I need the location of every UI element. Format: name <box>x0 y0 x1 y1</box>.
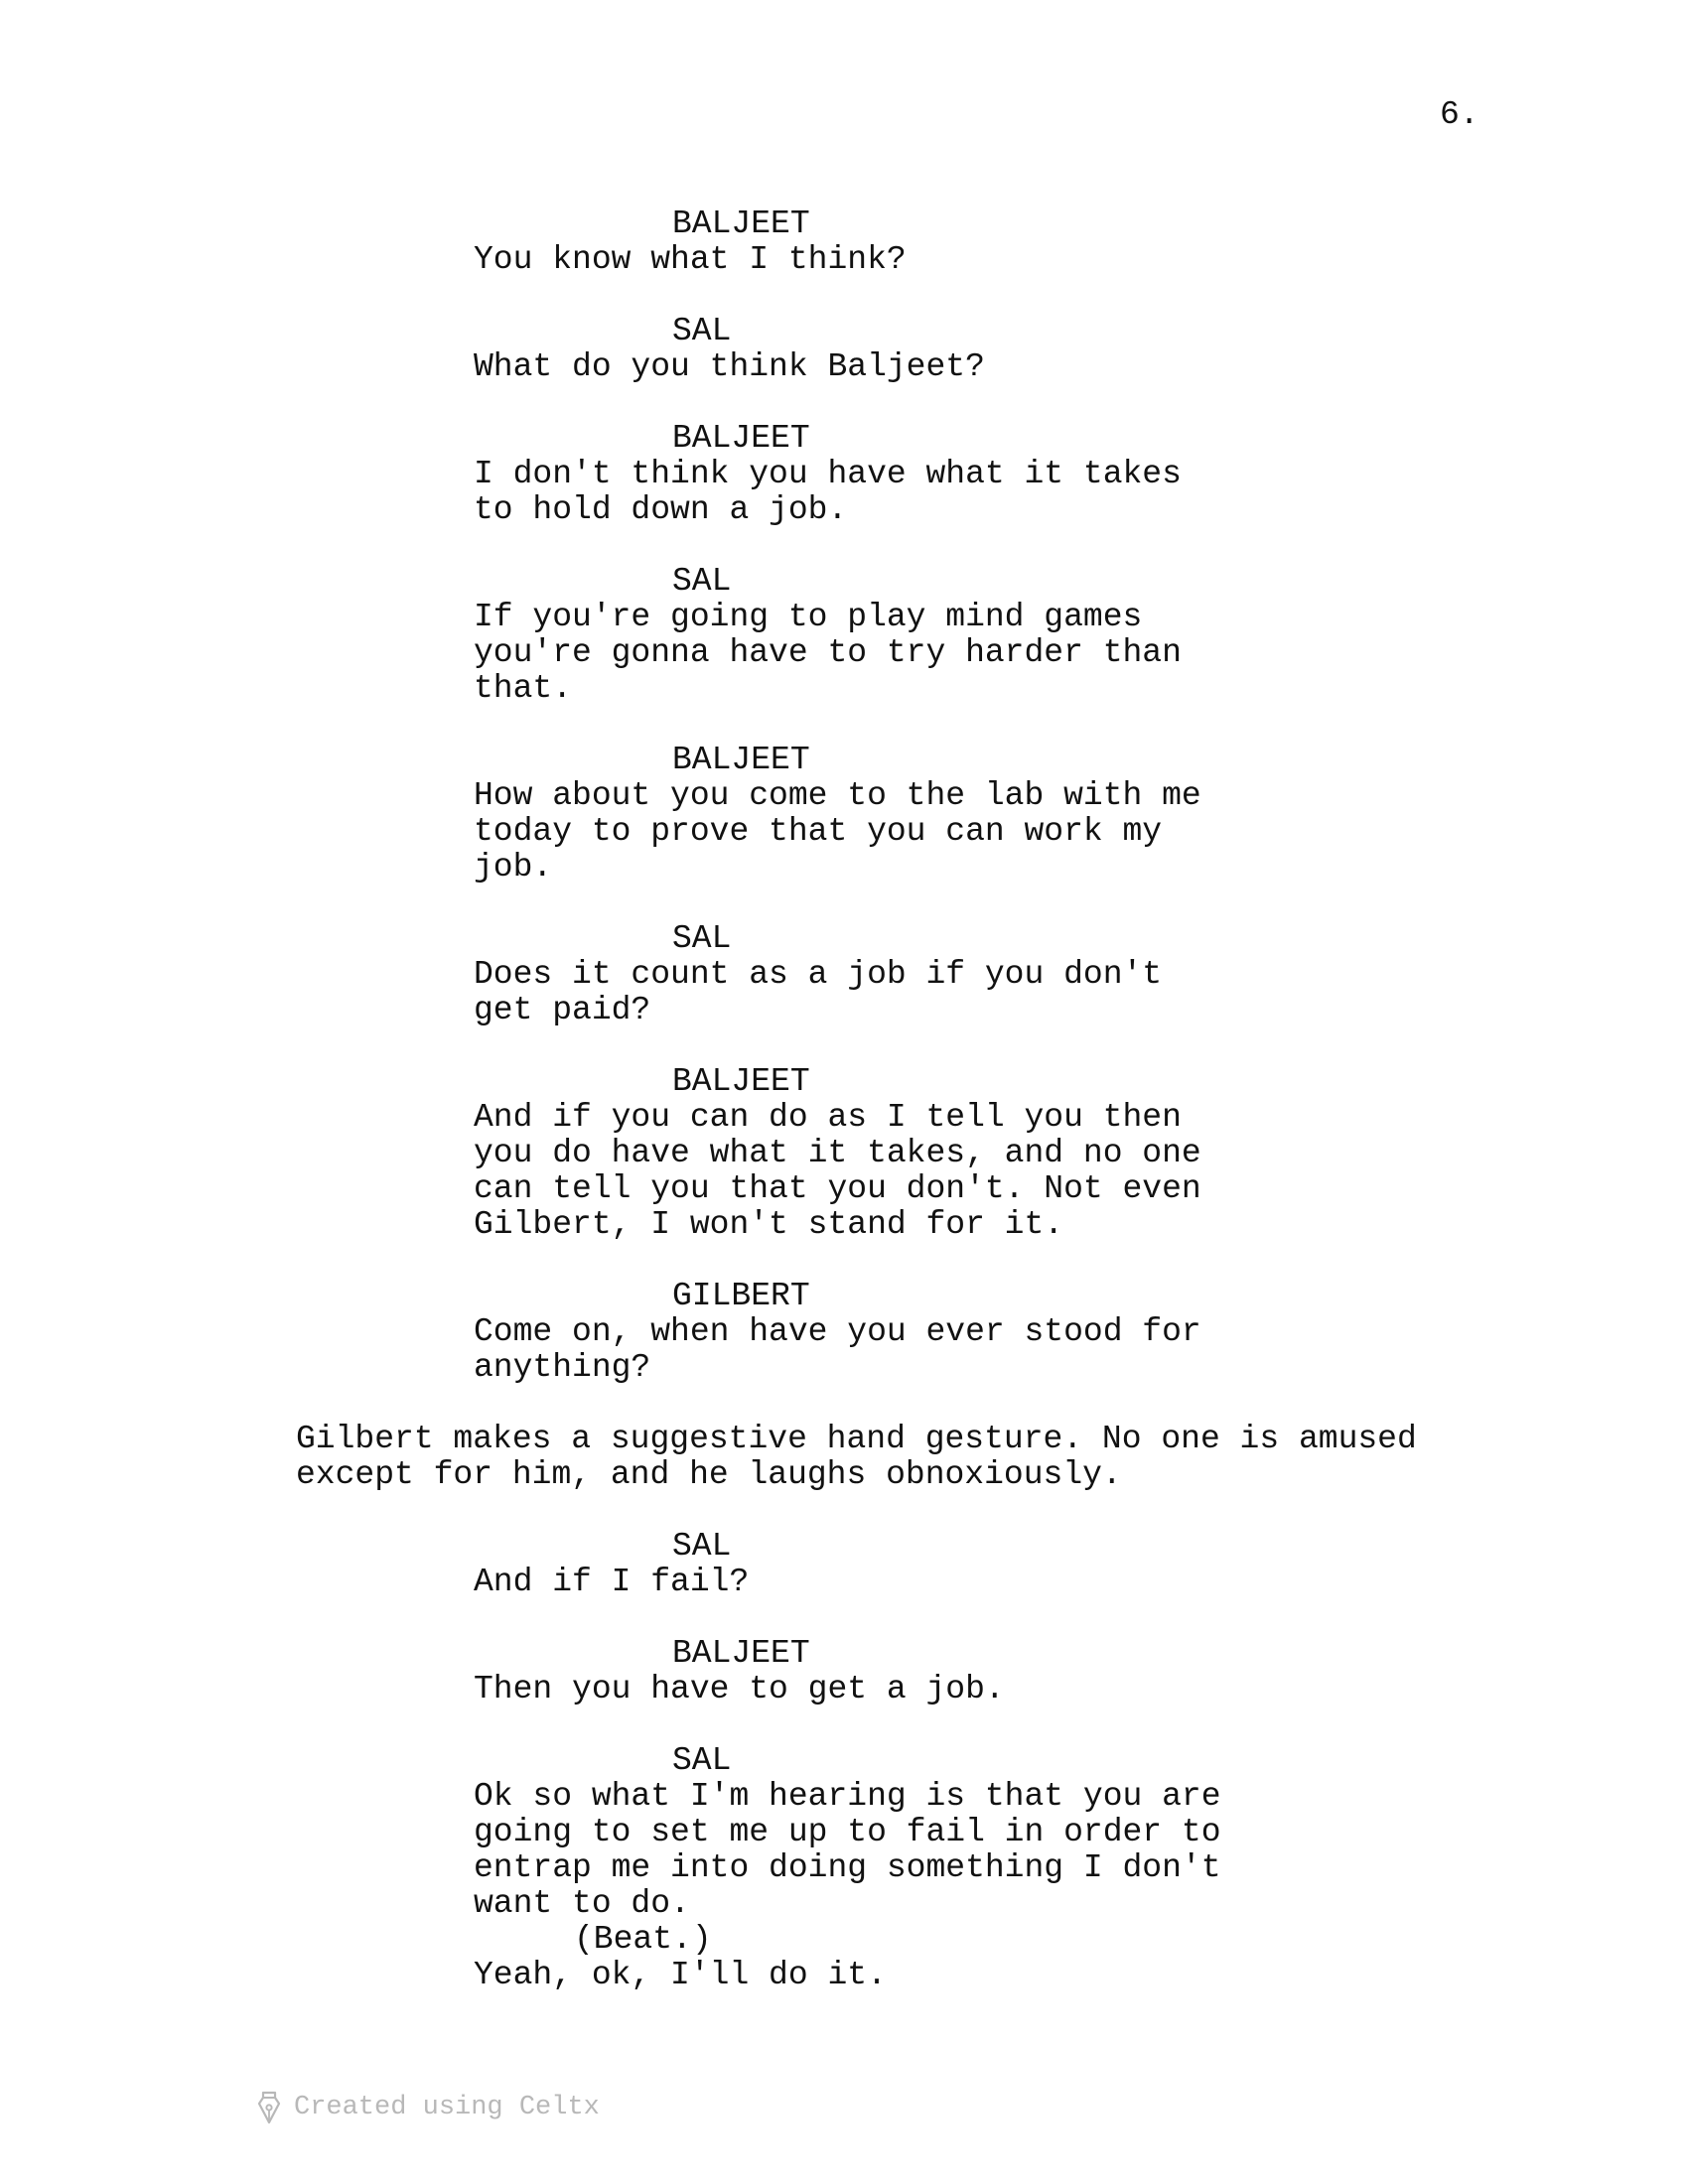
dialogue-line: today to prove that you can work my <box>474 813 1163 850</box>
dialogue-line: Yeah, ok, I'll do it. <box>474 1957 887 1993</box>
dialogue-line: And if you can do as I tell you then <box>474 1099 1182 1136</box>
parenthetical: (Beat.) <box>574 1921 712 1958</box>
dialogue-line: Gilbert, I won't stand for it. <box>474 1206 1064 1243</box>
celtx-footer <box>256 2091 600 2124</box>
dialogue-line: to hold down a job. <box>474 491 848 528</box>
character-cue: SAL <box>672 1528 732 1565</box>
dialogue-line: Then you have to get a job. <box>474 1671 1005 1707</box>
dialogue-line: Come on, when have you ever stood for <box>474 1313 1201 1350</box>
character-cue: BALJEET <box>672 742 810 778</box>
dialogue-line: that. <box>474 670 573 707</box>
dialogue-line: you do have what it takes, and no one <box>474 1135 1201 1171</box>
dialogue-line: You know what I think? <box>474 241 907 278</box>
celtx-pen-icon <box>256 2091 282 2124</box>
character-cue: SAL <box>672 313 732 349</box>
dialogue-line: entrap me into doing something I don't <box>474 1849 1221 1886</box>
dialogue-line: can tell you that you don't. Not even <box>474 1170 1201 1207</box>
dialogue-line: job. <box>474 849 553 886</box>
character-cue: BALJEET <box>672 205 810 242</box>
dialogue-line: get paid? <box>474 992 651 1028</box>
character-cue: SAL <box>672 920 732 957</box>
page-number: 6. <box>1440 96 1479 133</box>
character-cue: SAL <box>672 563 732 600</box>
dialogue-line: Does it count as a job if you don't <box>474 956 1163 993</box>
dialogue-line: going to set me up to fail in order to <box>474 1814 1221 1850</box>
footer-text: Created using Celtx <box>294 2093 600 2122</box>
action-line: except for him, and he laughs obnoxiously. <box>296 1456 1122 1493</box>
character-cue: SAL <box>672 1742 732 1779</box>
dialogue-line: How about you come to the lab with me <box>474 777 1201 814</box>
character-cue: BALJEET <box>672 1063 810 1100</box>
dialogue-line: And if I fail? <box>474 1564 750 1600</box>
character-cue: BALJEET <box>672 420 810 457</box>
dialogue-line: What do you think Baljeet? <box>474 348 985 385</box>
dialogue-line: you're gonna have to try harder than <box>474 634 1182 671</box>
character-cue: BALJEET <box>672 1635 810 1672</box>
character-cue: GILBERT <box>672 1278 810 1314</box>
dialogue-line: Ok so what I'm hearing is that you are <box>474 1778 1221 1815</box>
action-line: Gilbert makes a suggestive hand gesture. No one is amused <box>296 1421 1417 1457</box>
dialogue-line: want to do. <box>474 1885 690 1922</box>
dialogue-line: I don't think you have what it takes <box>474 456 1182 492</box>
dialogue-line: anything? <box>474 1349 651 1386</box>
dialogue-line: If you're going to play mind games <box>474 599 1143 635</box>
